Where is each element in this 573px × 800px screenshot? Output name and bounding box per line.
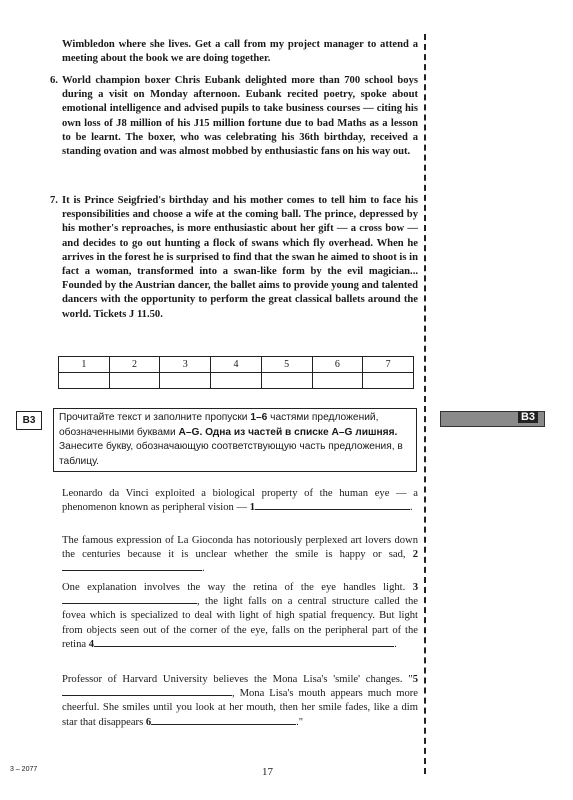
task-label-box: B3 xyxy=(16,411,42,430)
gap-4-blank[interactable] xyxy=(94,646,394,647)
paragraph-2-text: The famous expression of La Gioconda has notoriously perplexed art lovers down the centuries because it is unclear whether the smile is happy or sad, xyxy=(62,535,418,561)
paragraph-4-text-b: , Mona Lisa's mouth appears much more cheerful. She smiles until you look at her mouth, then her smile fades, like a dim star that disappears xyxy=(62,688,418,728)
instruction-part-2: частями предложений, обозначенными буквами xyxy=(59,412,379,438)
page-number: 17 xyxy=(262,766,273,778)
text-paragraph-1: Leonardo da Vinci exploited a biological property of the human eye — a phenomenon known as peripheral vision — 1 . xyxy=(62,488,418,514)
answer-table xyxy=(58,356,414,389)
gap-3-blank[interactable] xyxy=(62,603,197,604)
answer-cell-3[interactable] xyxy=(160,373,211,389)
task-answer-label: B3 xyxy=(518,411,538,423)
answer-header-7: 7 xyxy=(363,357,414,373)
answer-cell-1[interactable] xyxy=(59,373,110,389)
gap-1-number: 1 xyxy=(249,502,256,514)
item-6-number: 6. xyxy=(50,75,58,86)
instruction-bold-1: 1–6 xyxy=(250,412,268,423)
answer-header-2: 2 xyxy=(109,357,160,373)
gap-1-blank[interactable] xyxy=(255,509,410,510)
gap-2-blank[interactable] xyxy=(62,570,202,571)
gap-6-blank[interactable] xyxy=(151,724,296,725)
answer-header-5: 5 xyxy=(261,357,312,373)
text-paragraph-4: Professor of Harvard University believes the Mona Lisa's 'smile' changes. "5, Mona Lisa's mouth appears much more cheerful. She smiles until you look at her mouth, then her smile fades, like a dim star that disappears 6 ." xyxy=(62,674,418,728)
gap-5-number: 5 xyxy=(412,674,418,685)
instruction-bold-2: A–G. Одна из частей в списке A–G лишняя. xyxy=(178,426,398,438)
footer-code: 3 – 2077 xyxy=(10,766,38,773)
gap-2-number: 2 xyxy=(412,549,419,561)
answer-header-3: 3 xyxy=(160,357,211,373)
item-7-number: 7. xyxy=(50,195,58,206)
answer-cell-2[interactable] xyxy=(109,373,160,389)
answer-header-1: 1 xyxy=(59,357,110,373)
task-answer-strip xyxy=(440,411,545,427)
answer-cell-6[interactable] xyxy=(312,373,363,389)
paragraph-3-text-a: One explanation involves the way the retina of the eye handles light. xyxy=(62,582,406,593)
task-instruction xyxy=(53,408,417,472)
answer-header-4: 4 xyxy=(211,357,262,373)
gap-4-number: 4 xyxy=(88,638,95,650)
paragraph-4-text-a: Professor of Harvard University believes the Mona Lisa's 'smile' changes. " xyxy=(62,674,413,685)
top-paragraph xyxy=(62,38,418,66)
answer-cell-5[interactable] xyxy=(261,373,312,389)
cut-line xyxy=(424,34,426,774)
item-6 xyxy=(50,74,418,159)
gap-6-number: 6 xyxy=(145,716,152,728)
answer-cell-4[interactable] xyxy=(211,373,262,389)
answer-cell-7[interactable] xyxy=(363,373,414,389)
text-paragraph-2: The famous expression of La Gioconda has notoriously perplexed art lovers down the centuries because it is unclear whether the smile is happy or sad, 2. xyxy=(62,535,419,575)
paragraph-1-text: Leonardo da Vinci exploited a biological property of the human eye — a phenomenon known as peripheral vision — xyxy=(62,488,418,514)
instruction-part-3: Занесите букву, обозначающую соответствующую часть предложения, в таблицу. xyxy=(59,441,403,467)
instruction-part-1: Прочитайте текст и заполните пропуски xyxy=(59,412,251,423)
item-6-text: World champion boxer Chris Eubank delighted more than 700 school boys during a visit on Monday afternoon. Eubank recited poetry, spoke about emotional intelligence and advised pupils to take business courses — citing his own loss of J8 million of his J15 million fortune due to bad Maths as a lesson to be learnt. The boxer, who was celebrating his 36th birthday, received a standing ovation and was almost mobbed by enthusiastic fans on his way out. xyxy=(62,75,418,158)
item-7-text: It is Prince Seigfried's birthday and his mother comes to tell him to face his responsibilities and choose a wife at the coming ball. The prince, depressed by his mother's reproaches, is more enthusiastic about her gift — a cross bow — and decides to go out hunting a flock of swans which fly overhead. When he arrives in the forest he is surprised to find that the swan he aimed to shoot is in fact a woman, transformed into a swan-like form by the evil magician... Founded by the Austrian dancer, the ballet aims to provide young and talented dancers with the opportunity to perform the great classical ballets around the world. Tickets J 11.50. xyxy=(62,195,418,320)
item-7 xyxy=(50,194,418,322)
gap-3-number: 3 xyxy=(412,582,418,593)
gap-5-blank[interactable] xyxy=(62,695,232,696)
text-paragraph-3: One explanation involves the way the retina of the eye handles light. 3, the light falls on a central structure called the fovea which is specialized to deal with light of high spatial frequency. But light from objects seen out of the corner of the eye, falls on the peripheral part of the retina 4 . xyxy=(62,582,418,650)
answer-table-input-row xyxy=(59,373,414,389)
paragraph-3-text-b: , the light falls on a central structure called the fovea which is specialized to deal with light of high spatial frequency. But light from objects seen out of the corner of the eye, falls on the peripheral part of the retina xyxy=(62,596,418,650)
answer-table-header-row xyxy=(59,357,414,373)
answer-header-6: 6 xyxy=(312,357,363,373)
top-paragraph-text: Wimbledon where she lives. Get a call from my project manager to attend a meeting about the book we are doing together. xyxy=(62,39,418,65)
